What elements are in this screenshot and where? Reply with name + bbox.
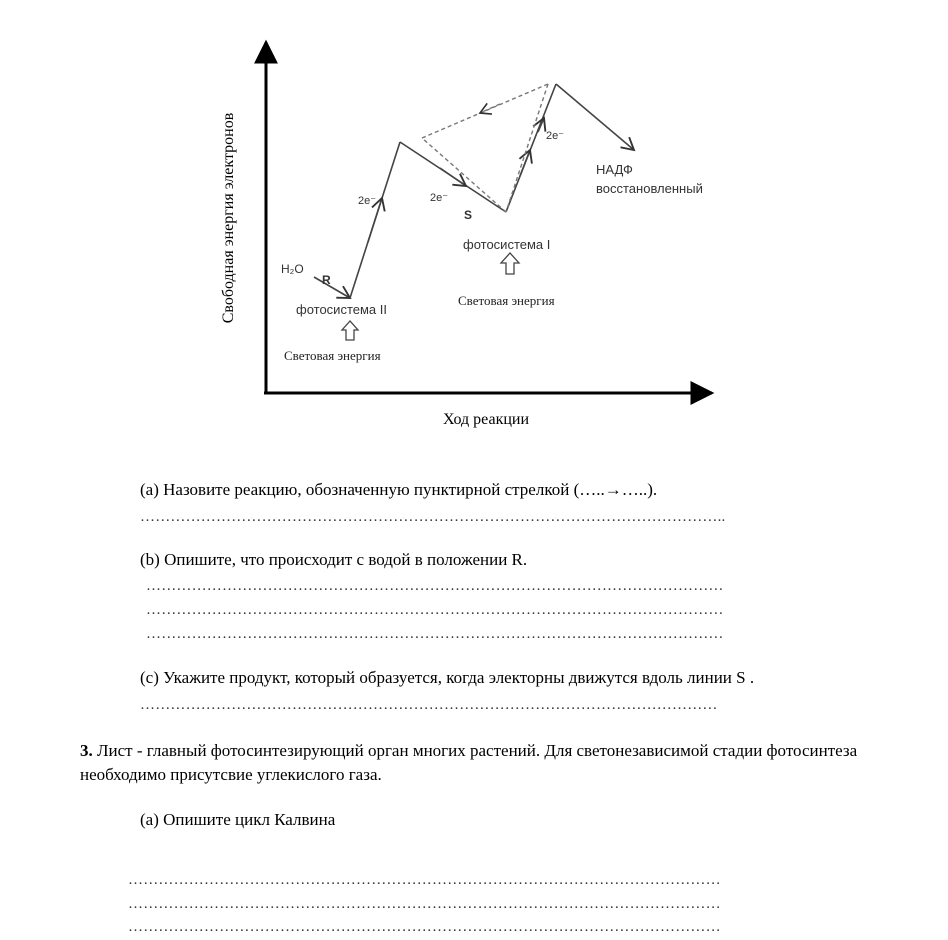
nadph-label-line2: восстановленный xyxy=(596,181,703,196)
electrons-label-2: 2e⁻ xyxy=(430,192,449,204)
electrons-label-1: 2e⁻ xyxy=(358,195,377,207)
answer-line-3a1[interactable]: ……………………………………………………………………………………………………… xyxy=(128,872,721,888)
answer-line-3a3[interactable]: ……………………………………………………………………………………………………… xyxy=(128,919,721,935)
question-3-number: 3. xyxy=(80,741,93,760)
question-3a: (a) Опишите цикл Калвина xyxy=(140,810,336,829)
nadph-arrow xyxy=(556,84,634,150)
ps2-label: фотосистема II xyxy=(296,302,387,317)
r-label: R xyxy=(322,273,331,287)
answer-line-a1[interactable]: …………………………………………………………………………………………………….. xyxy=(140,509,726,525)
x-axis-label: Ход реакции xyxy=(442,411,530,428)
answer-line-c1[interactable]: …………………………………………………………………………………………………… xyxy=(140,697,718,713)
h2o-arrow xyxy=(314,277,350,298)
question-c: (c) Укажите продукт, который образуется, когда электорны движутся вдоль линии S . xyxy=(140,668,755,687)
s-label: S xyxy=(464,208,473,222)
axes xyxy=(264,42,712,393)
light-arrow-icon-ps1 xyxy=(501,253,519,274)
z-scheme-diagram xyxy=(0,0,948,440)
question-3-text: Лист - главный фотосинтезирующий орган многих растений. Для светонезависимой стадии фотосинтеза необходимо присутсвие углекислого газа. xyxy=(80,741,858,784)
ps1-label: фотосистема I xyxy=(463,237,551,252)
answer-line-b2[interactable]: …………………………………………………………………………………………………… xyxy=(146,602,724,618)
ps1-rise-arrow-2 xyxy=(538,118,544,132)
y-axis-label: Свободная энергия электронов xyxy=(220,112,237,324)
answer-line-b3[interactable]: …………………………………………………………………………………………………… xyxy=(146,626,724,642)
light-energy-label-ps1: Световая энергия xyxy=(458,293,555,308)
answer-line-b1[interactable]: …………………………………………………………………………………………………… xyxy=(146,578,724,594)
answer-line-3a2[interactable]: ……………………………………………………………………………………………………… xyxy=(128,896,721,912)
light-arrow-icon-ps2 xyxy=(342,321,358,340)
question-3 xyxy=(80,739,910,787)
h2o-label: H₂O xyxy=(281,262,304,276)
light-energy-label-ps2: Световая энергия xyxy=(284,348,381,363)
chain-down-arrow xyxy=(440,168,466,186)
question-b: (b) Опишите, что происходит с водой в положении R. xyxy=(140,550,528,569)
ps1-rise-line xyxy=(506,84,556,212)
nadph-label-line1: НАДФ xyxy=(596,162,633,177)
electrons-label-3: 2e⁻ xyxy=(546,130,565,142)
question-a: (a) Назовите реакцию, обозначенную пунктирной стрелкой (…..→…..). xyxy=(140,480,658,499)
